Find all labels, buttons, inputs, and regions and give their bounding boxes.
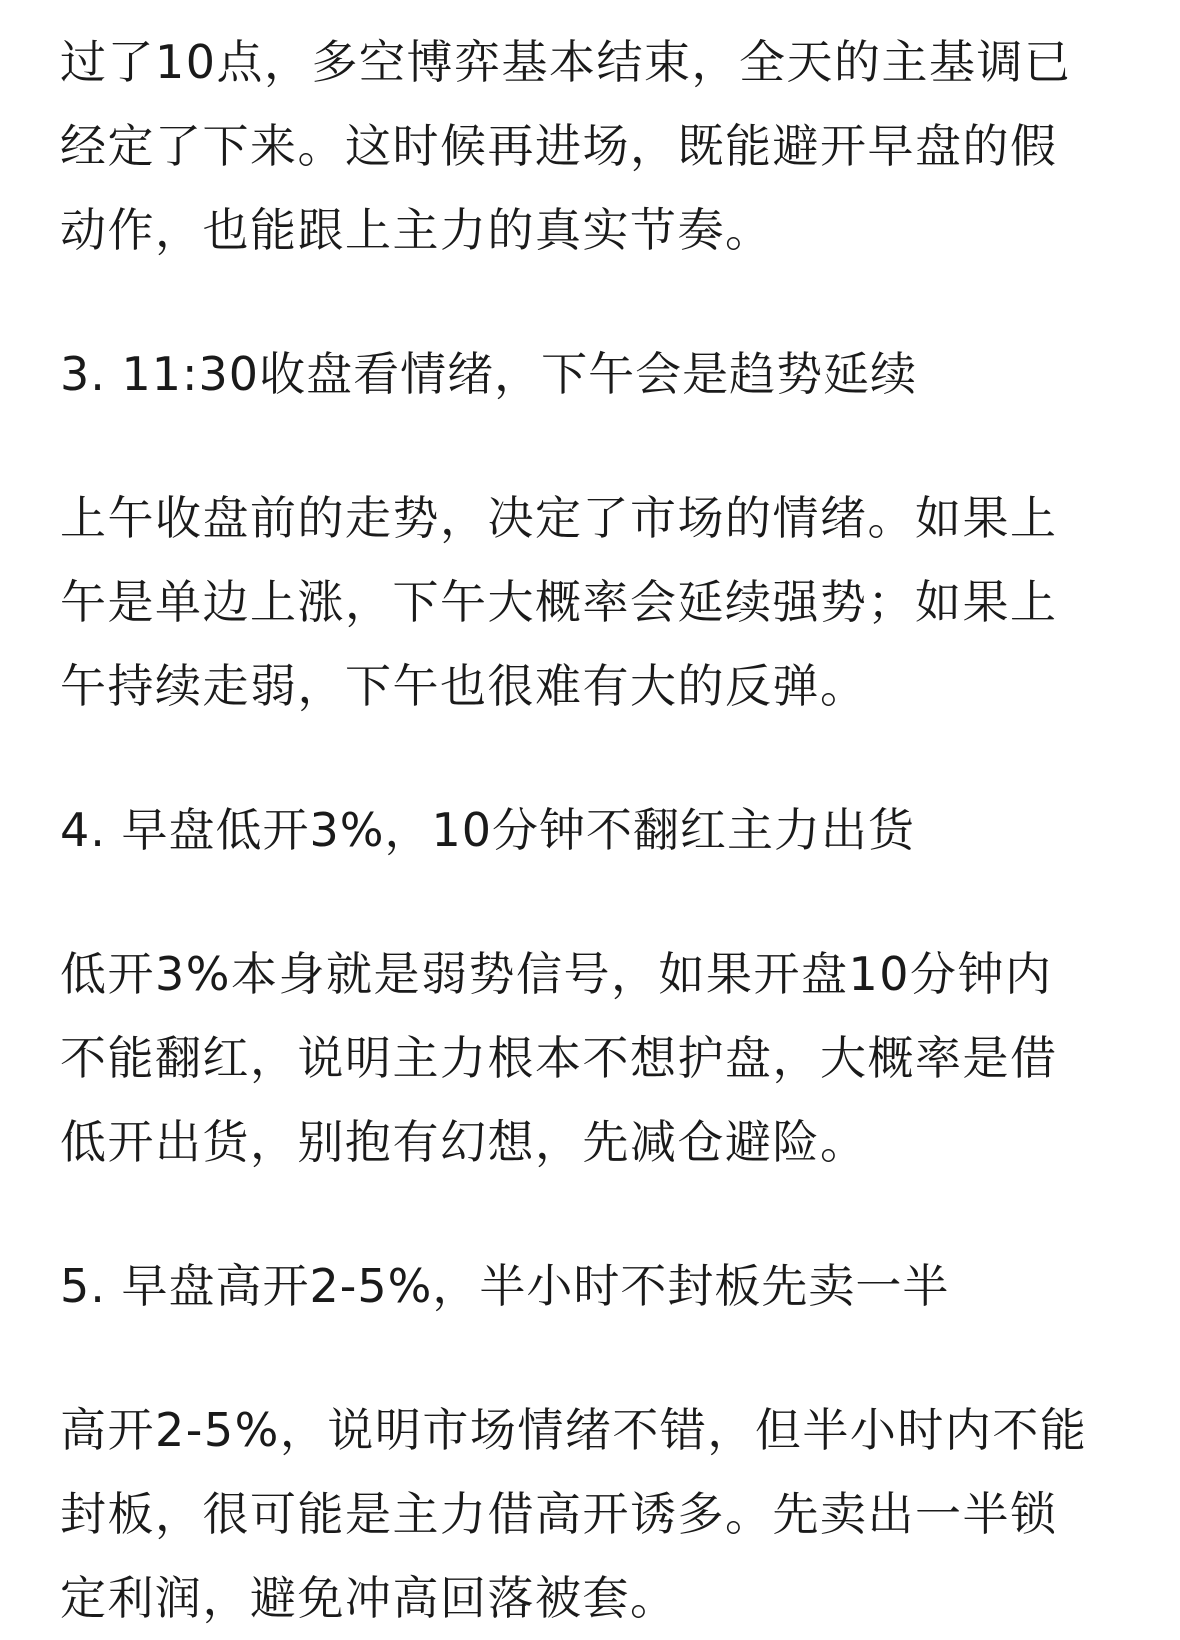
spacer bbox=[60, 872, 1090, 932]
paragraph-section-4: 低开3%本身就是弱势信号，如果开盘10分钟内不能翻红，说明主力根本不想护盘，大概率是借低开出货，别抱有幻想，先减仓避险。 bbox=[60, 947, 1058, 1169]
spacer bbox=[60, 728, 1090, 788]
spacer bbox=[60, 1184, 1090, 1244]
section-heading-5: 5. 早盘高开2-5%，半小时不封板先卖一半 bbox=[60, 1259, 950, 1313]
paragraph-intro: 过了10点，多空博弈基本结束，全天的主基调已经定了下来。这时候再进场，既能避开早盘的假动作，也能跟上主力的真实节奏。 bbox=[60, 35, 1072, 257]
article-body bbox=[60, 20, 1090, 1640]
section-heading-3: 3. 11:30收盘看情绪，下午会是趋势延续 bbox=[60, 347, 918, 401]
spacer bbox=[60, 416, 1090, 476]
paragraph-section-3: 上午收盘前的走势，决定了市场的情绪。如果上午是单边上涨，下午大概率会延续强势；如果上午持续走弱，下午也很难有大的反弹。 bbox=[60, 491, 1058, 713]
spacer bbox=[60, 1328, 1090, 1388]
paragraph-section-5: 高开2-5%，说明市场情绪不错，但半小时内不能封板，很可能是主力借高开诱多。先卖出一半锁定利润，避免冲高回落被套。 bbox=[60, 1403, 1088, 1625]
spacer bbox=[60, 272, 1090, 332]
section-heading-4: 4. 早盘低开3%，10分钟不翻红主力出货 bbox=[60, 803, 916, 857]
